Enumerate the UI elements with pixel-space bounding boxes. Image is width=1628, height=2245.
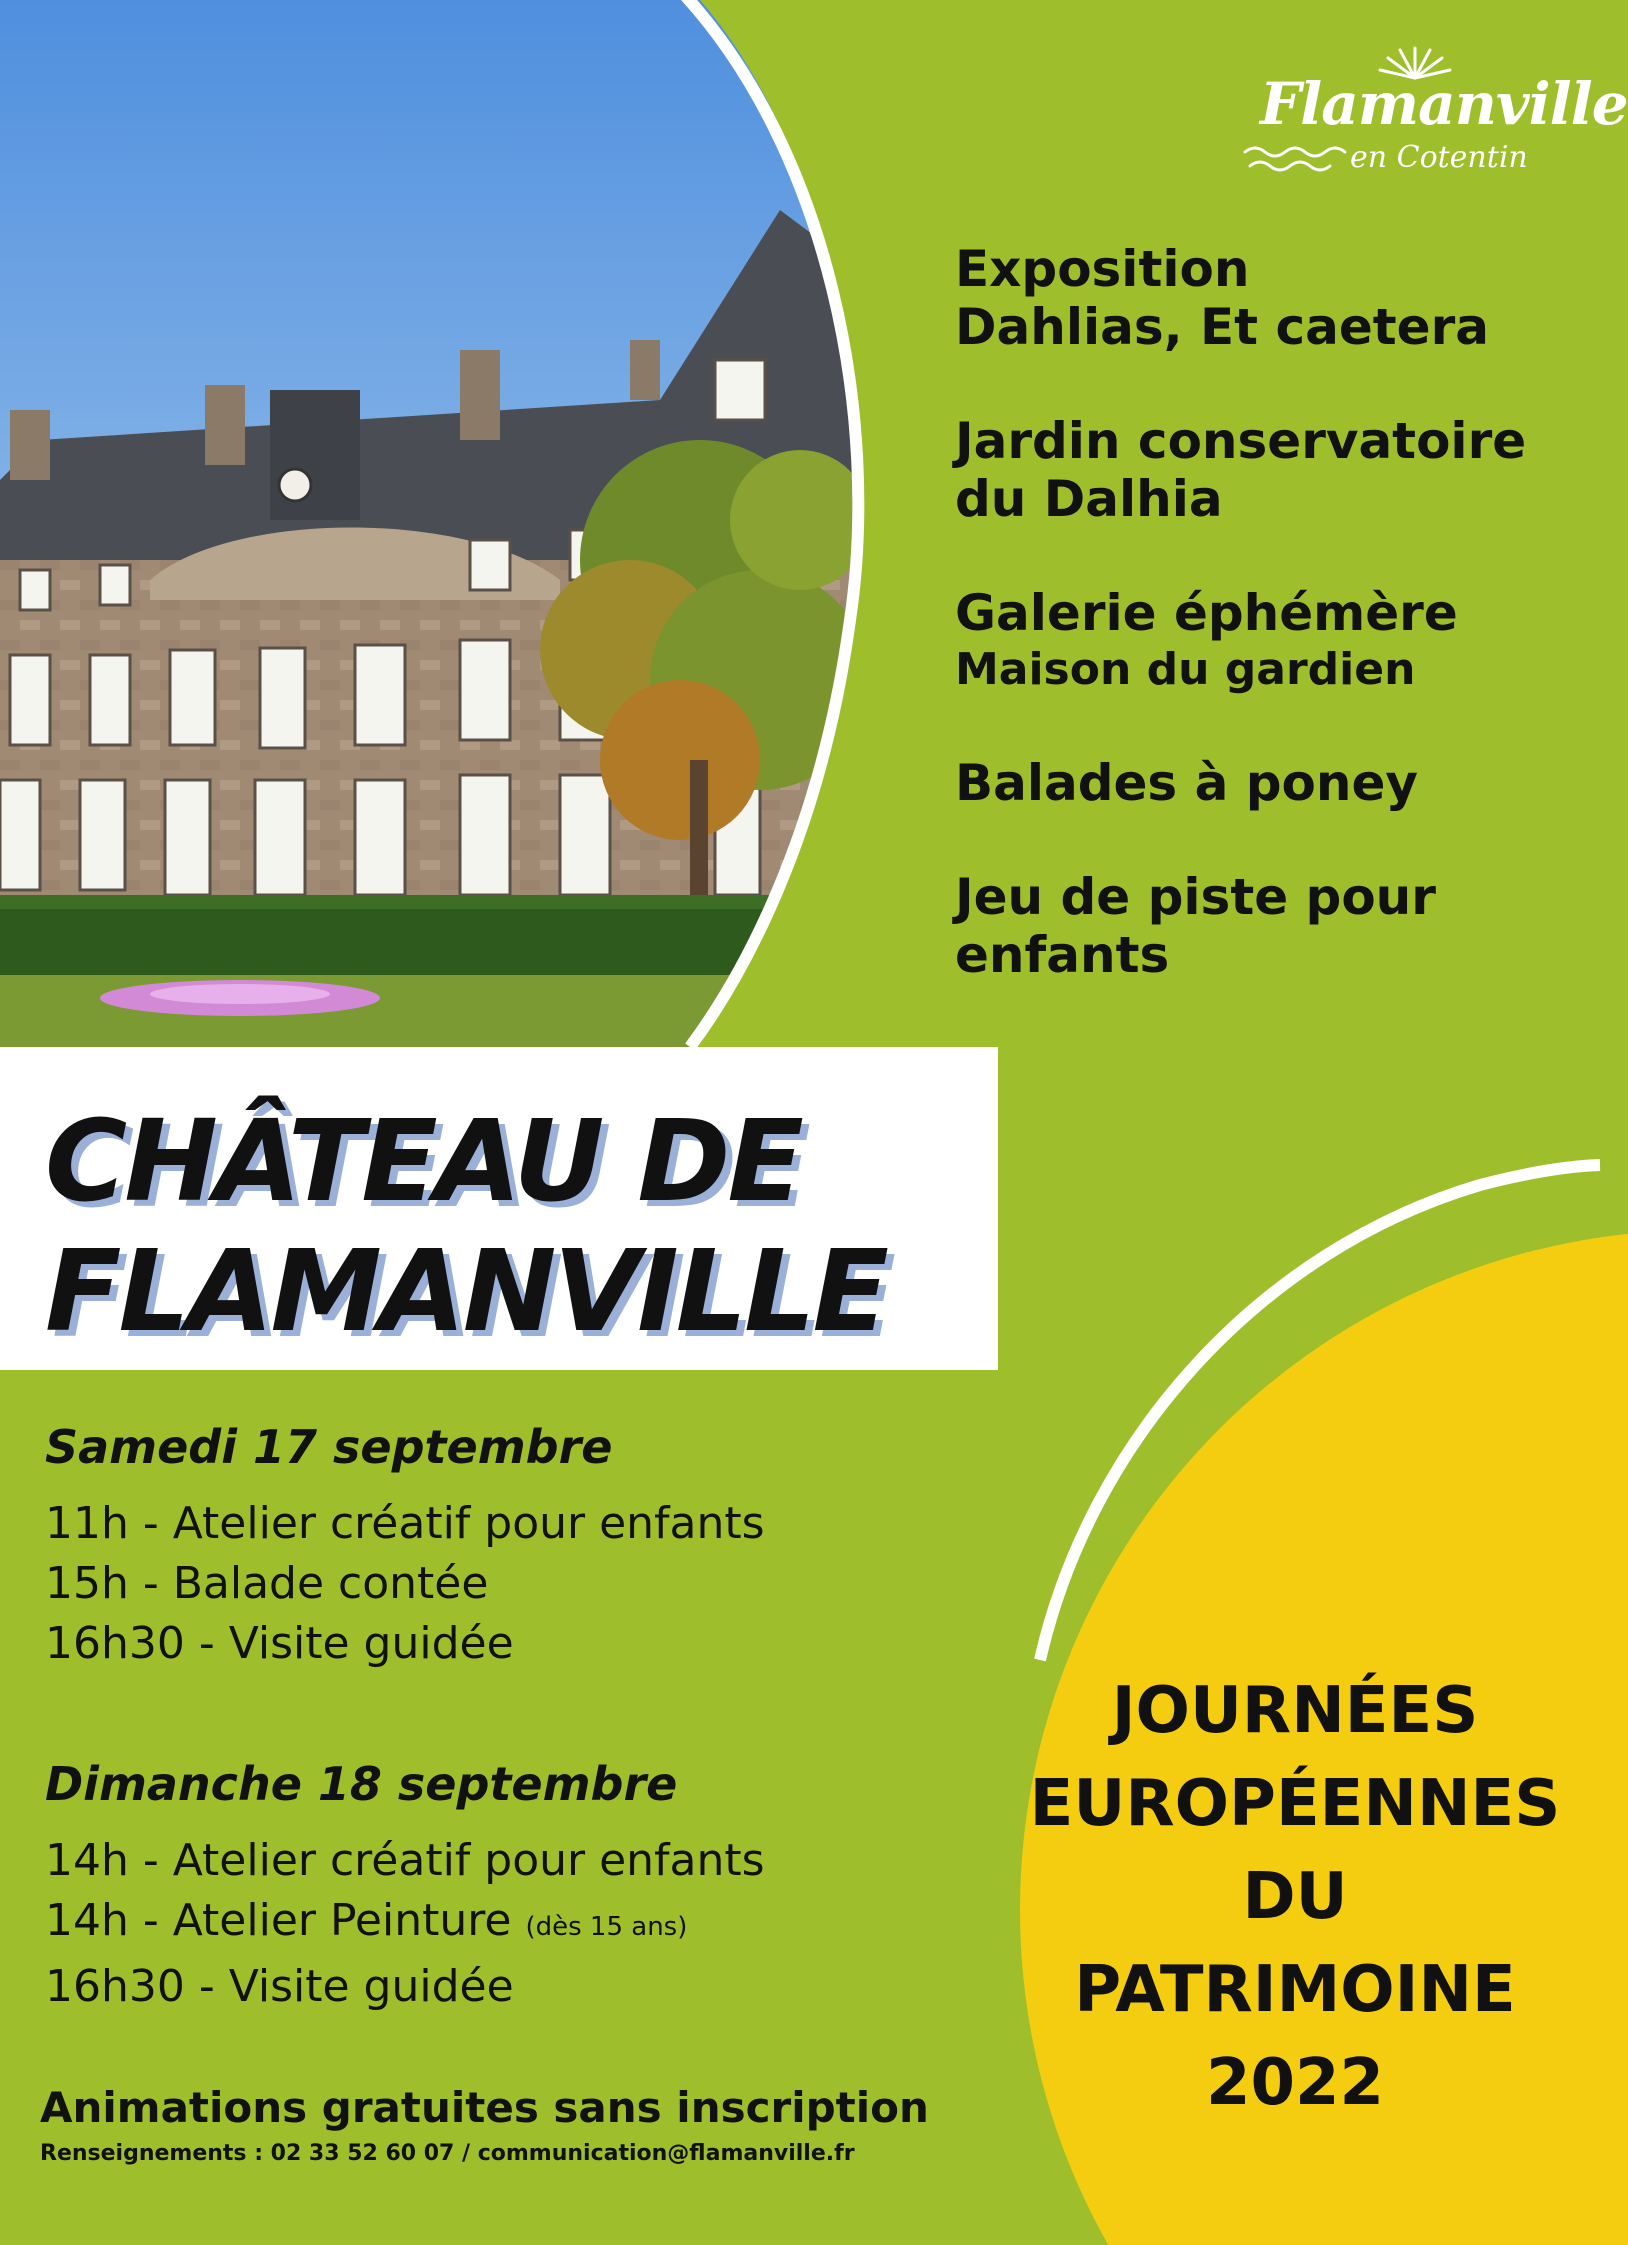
activity-line: Jardin conservatoire (955, 412, 1527, 470)
schedule-event (45, 1957, 945, 2017)
heritage-days-line: JOURNÉES (1111, 1674, 1479, 1748)
logo-tagline: en Cotentin (1350, 140, 1528, 175)
activity-line: enfants (955, 926, 1170, 984)
activity-line: Dahlias, Et caetera (955, 298, 1489, 356)
activity-balades (955, 754, 1555, 812)
heritage-days-line: PATRIMOINE (1074, 1953, 1516, 2027)
day-title: Dimanche 18 septembre (45, 1757, 678, 1811)
heritage-days-year: 2022 (1205, 2046, 1385, 2120)
activity-galerie (955, 584, 1555, 698)
heritage-days-line: EUROPÉENNES (1029, 1767, 1561, 1841)
title-banner (0, 1047, 998, 1370)
event-text: 14h - Atelier créatif pour enfants (45, 1835, 765, 1886)
page-title-line-1: CHÂTEAU DE (45, 1097, 801, 1227)
flamanville-logo (1230, 40, 1628, 190)
schedule-event (45, 1614, 945, 1674)
page-title-line-2: FLAMANVILLE (45, 1227, 887, 1357)
logo-wordmark: Flamanville (1260, 70, 1628, 138)
footer-contact: Renseignements : 02 33 52 60 07 / communication@flamanville.fr (40, 2141, 855, 2166)
event-note: (dès 15 ans) (525, 1912, 688, 1942)
activity-exposition (955, 240, 1555, 356)
activity-line: Galerie éphémère (955, 584, 1458, 642)
heritage-days-block (1005, 1665, 1585, 2130)
schedule-event (45, 1554, 945, 1614)
activity-line: Exposition (955, 240, 1250, 298)
waves-icon (1240, 140, 1350, 180)
event-text: 16h30 - Visite guidée (45, 1961, 514, 2012)
activity-line: du Dalhia (955, 470, 1223, 528)
schedule-event (45, 1494, 945, 1554)
footer (40, 2080, 929, 2172)
activity-jardin (955, 412, 1555, 528)
heritage-days-line: DU (1242, 1860, 1348, 1934)
activity-line: Jeu de piste pour (955, 868, 1436, 926)
event-text: 16h30 - Visite guidée (45, 1618, 514, 1669)
event-text: 11h - Atelier créatif pour enfants (45, 1498, 765, 1549)
chateau-photo (0, 0, 900, 1055)
footer-free-admission: Animations gratuites sans inscription (40, 2083, 929, 2132)
activity-line: Balades à poney (955, 754, 1418, 812)
schedule-event (45, 1831, 945, 1891)
day-title: Samedi 17 septembre (45, 1420, 613, 1474)
schedule-saturday (45, 1418, 945, 1674)
activity-subtitle: Maison du gardien (955, 644, 1416, 695)
schedule-event (45, 1891, 945, 1957)
event-text: 15h - Balade contée (45, 1558, 489, 1609)
activities-list (955, 240, 1555, 1040)
event-text: 14h - Atelier Peinture (45, 1895, 512, 1946)
schedule-sunday (45, 1755, 945, 2017)
activity-jeu-de-piste (955, 868, 1555, 984)
